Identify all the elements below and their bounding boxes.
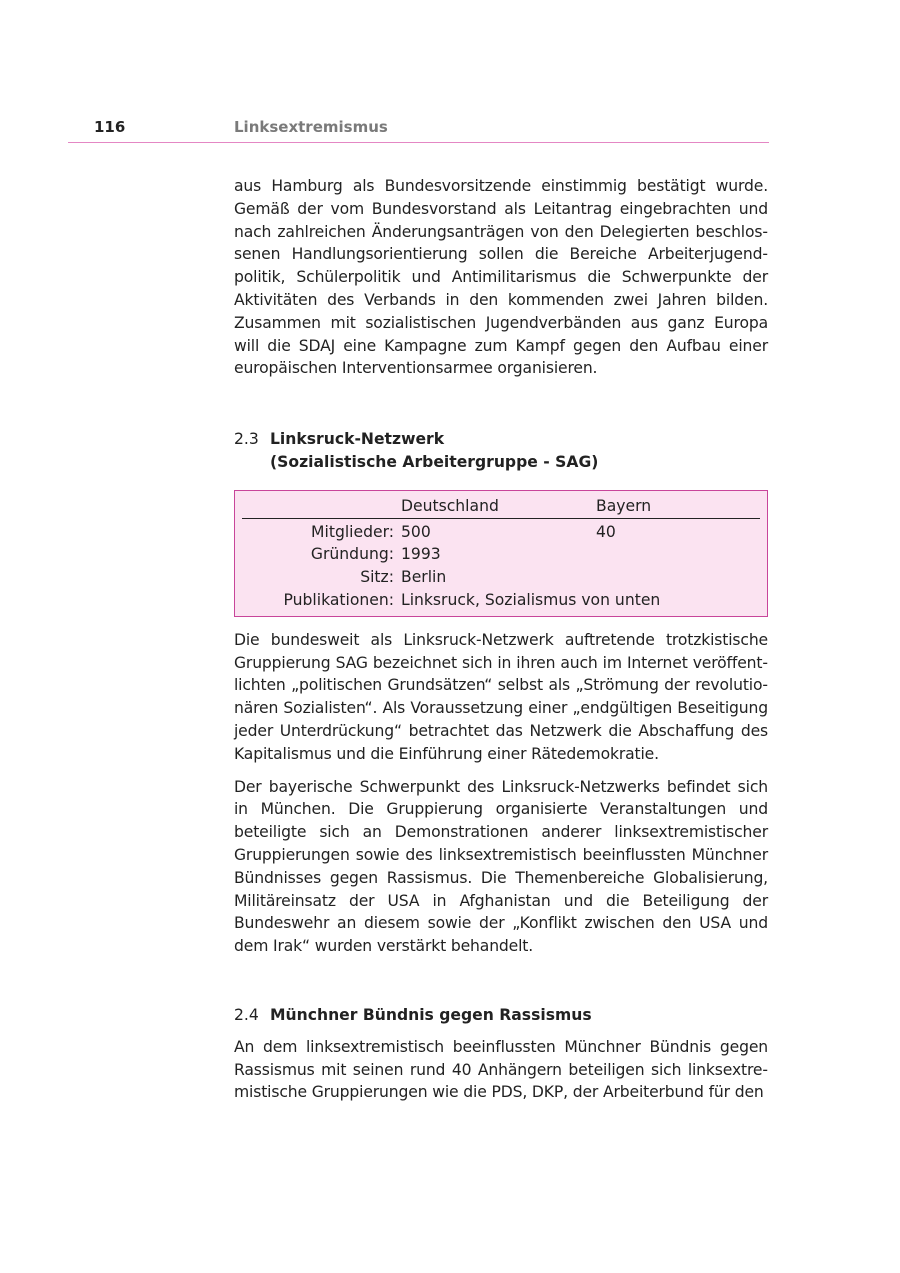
- page-header: [68, 116, 769, 143]
- row-label: Publikationen:: [283, 590, 394, 609]
- fact-box: [234, 490, 768, 617]
- fact-table: [242, 495, 760, 612]
- table-row: [242, 543, 760, 566]
- section-number: 2.4: [234, 1005, 259, 1024]
- table-row: [242, 518, 760, 543]
- page-content: [234, 175, 768, 1104]
- running-head: Linksextremismus: [234, 118, 388, 136]
- section-title: Münchner Bündnis gegen Rassismus: [270, 1005, 592, 1024]
- value-deutschland: Berlin: [401, 568, 447, 587]
- value-bayern: 40: [596, 522, 616, 541]
- column-header-deutschland: Deutschland: [401, 495, 596, 518]
- row-label: Sitz:: [360, 568, 394, 587]
- value-deutschland: Linksruck, Sozialismus von unten: [401, 590, 661, 609]
- body-paragraph: Der bayerische Schwerpunkt des Linksruck-Netzwerks befindet sich in München. Die Gruppierung organisierte Veranstaltungen und beteiligte sich an Demonstrationen anderer linksextremistischer Gruppierungen sowie des linksextremistisch beeinflussten Münchner Bündnisses gegen Rassismus. Die Themenbereiche Globalisierung, Militäreinsatz der USA in Afghanistan und die Beteiligung der Bundeswehr an diesem sowie der „Konflikt zwischen den USA und dem Irak“ wurden verstärkt behandelt.: [234, 777, 768, 956]
- section-title-line2: (Sozialistische Arbeitergruppe - SAG): [270, 452, 599, 471]
- value-bayern: [596, 566, 760, 589]
- page-number: 116: [94, 118, 126, 136]
- column-header-empty: [242, 495, 401, 518]
- column-header-bayern: Bayern: [596, 495, 760, 518]
- value-bayern: [596, 543, 760, 566]
- section-title-line1: Linksruck-Netzwerk: [270, 430, 445, 449]
- section-heading-2-4: [234, 1004, 768, 1027]
- intro-paragraph: aus Hamburg als Bundesvorsitzende einstimmig bestätigt wurde. Gemäß der vom Bundesvorstand als Leitantrag eingebrachten und nach zahlreichen Änderungsanträgen von den Delegierten beschlossenen Handlungsorientierung sollen die Bereiche Arbeiterjugendpolitik, Schülerpolitik und Antimilitarismus die Schwerpunkte der Aktivitäten des Verbands in den kommenden zwei Jahren bilden. Zusammen mit sozialistischen Jugendverbänden aus ganz Europa will die SDAJ eine Kampagne zum Kampf gegen den Aufbau einer europäischen Interventionsarmee organisieren.: [234, 177, 768, 378]
- table-row: [242, 566, 760, 589]
- row-label: Mitglieder:: [311, 522, 394, 541]
- body-paragraph: Die bundesweit als Linksruck-Netzwerk auftretende trotzkistische Gruppierung SAG bezeichnet sich in ihren auch im Internet veröffentlichten „politischen Grundsätzen“ selbst als „Strömung der revolutionären Sozialisten“. Als Voraussetzung einer „endgültigen Beseitigung jeder Unterdrückung“ betrachtet das Netzwerk die Abschaffung des Kapitalismus und die Einführung einer Rätedemokratie.: [234, 630, 768, 763]
- row-label: Gründung:: [310, 545, 394, 564]
- value-deutschland: 500: [401, 522, 431, 541]
- section-number: 2.3: [234, 430, 259, 449]
- section-heading-2-3: [234, 428, 768, 474]
- body-paragraph: An dem linksextremistisch beeinflussten Münchner Bündnis gegen Rassismus mit seinen rund 40 Anhängern beteiligen sich linksextremistische Gruppierungen wie die PDS, DKP, der Arbeiterbund für den: [234, 1037, 768, 1102]
- section-title: [270, 428, 598, 474]
- table-row: [242, 589, 760, 612]
- value-deutschland: 1993: [401, 545, 441, 564]
